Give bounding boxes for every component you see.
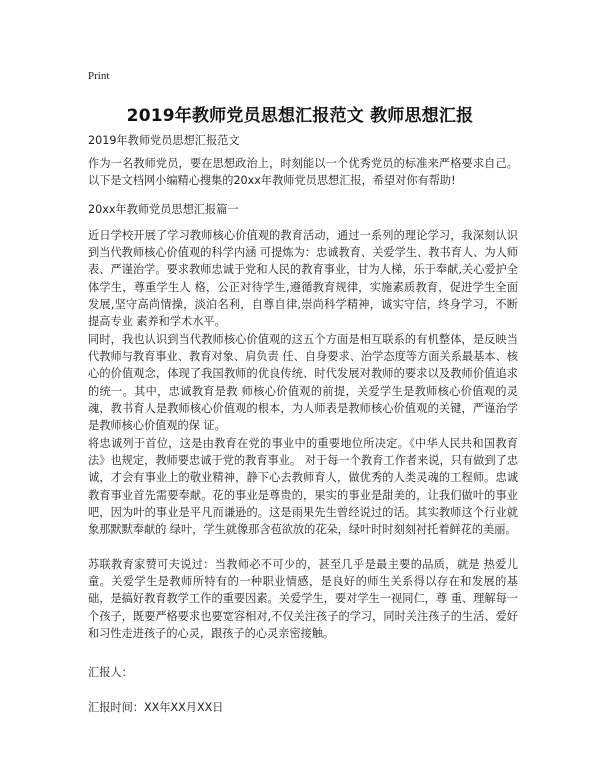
body-paragraph-3: 将忠诚列于首位，这是由教育在党的事业中的重要地位所决定。《中华人民共和国教育法》也规定，教师要忠诚于党的教育事业。 对于每一个教育工作者来说，只有做到了忠诚，才会有事业上的敬业精神，静下心去教师育人，做优秀的人类灵魂的工程师。忠诚教育事业首先需要奉献。花的事业是尊贵的，果实的事业是甜美的，让我们做叶的事业吧，因为叶的事业是平凡而谦逊的。这是雨果先生曾经说过的话。其实教师这个行业就象那默默奉献的 绿叶，学生就像那含苞欲放的花朵，绿叶时时刻刻衬托着鲜花的美丽。 <box>88 437 518 537</box>
print-link[interactable]: Print <box>88 70 110 82</box>
document-subtitle: 2019年教师党员思想汇报范文 <box>88 134 240 147</box>
body-paragraph-2: 同时，我也认识到当代教师核心价值观的这五个方面是相互联系的有机整体，是反映当代教师与教育事业、教育对象、肩负责 任、自身要求、治学态度等方面关系最基本、核心的价值观念，体现了我国教师的优良传统、时代发展对教师的要求以及教师价值追求的统一。其中，忠诚教育是教 师核心价值观的前提，关爱学生是教师核心价值观的灵魂，教书育人是教师核心价值观的根本，为人师表是教师核心价值观的关键，严谨治学是教师核心价值观的保 证。 <box>88 333 518 433</box>
intro-paragraph: 作为一名教师党员，要在思想政治上，时刻能以一个优秀党员的标准来严格要求自己。以下是文档网小编精心搜集的20xx年教师党员思想汇报，希望对你有帮助! <box>88 157 518 188</box>
body-paragraph-4: 苏联教育家赞可夫说过：当教师必不可少的，甚至几乎是最主要的品质，就是 热爱儿童。关爱学生是教师所特有的一种职业情感，是良好的师生关系得以存在和发展的基础，是搞好教育教学工作的重要因素。关爱学生，要对学生一视同仁，尊 重、理解每一个孩子，既要严格要求也要宽容相对,不仅关注孩子的学习，同时关注孩子的生活、爱好和习性走进孩子的心灵，跟孩子的心灵亲密接触。 <box>88 558 518 640</box>
report-time-label: 汇报时间：XX年XX月XX日 <box>88 701 224 714</box>
reporter-label: 汇报人： <box>88 666 133 679</box>
page-title: 2019年教师党员思想汇报范文 教师思想汇报 <box>126 106 474 126</box>
section-heading: 20xx年教师党员思想汇报篇一 <box>88 203 239 216</box>
body-paragraph-1: 近日学校开展了学习教师核心价值观的教育活动，通过一系列的理论学习，我深刻认识到当代教师核心价值观的科学内涵 可提炼为：忠诚教育、关爱学生、教书育人、为人师表、严谨治学。要求教师忠诚于党和人民的教育事业，甘为人梯，乐于奉献,关心爱护全体学生，尊重学生人 格，公正对待学生,遵循教育规律，实施素质教育，促进学生全面发展,坚守高尚情操，淡泊名利，自尊自律,崇尚科学精神，诚实守信，终身学习，不断提高专业 素养和学术水平。 <box>88 229 518 329</box>
